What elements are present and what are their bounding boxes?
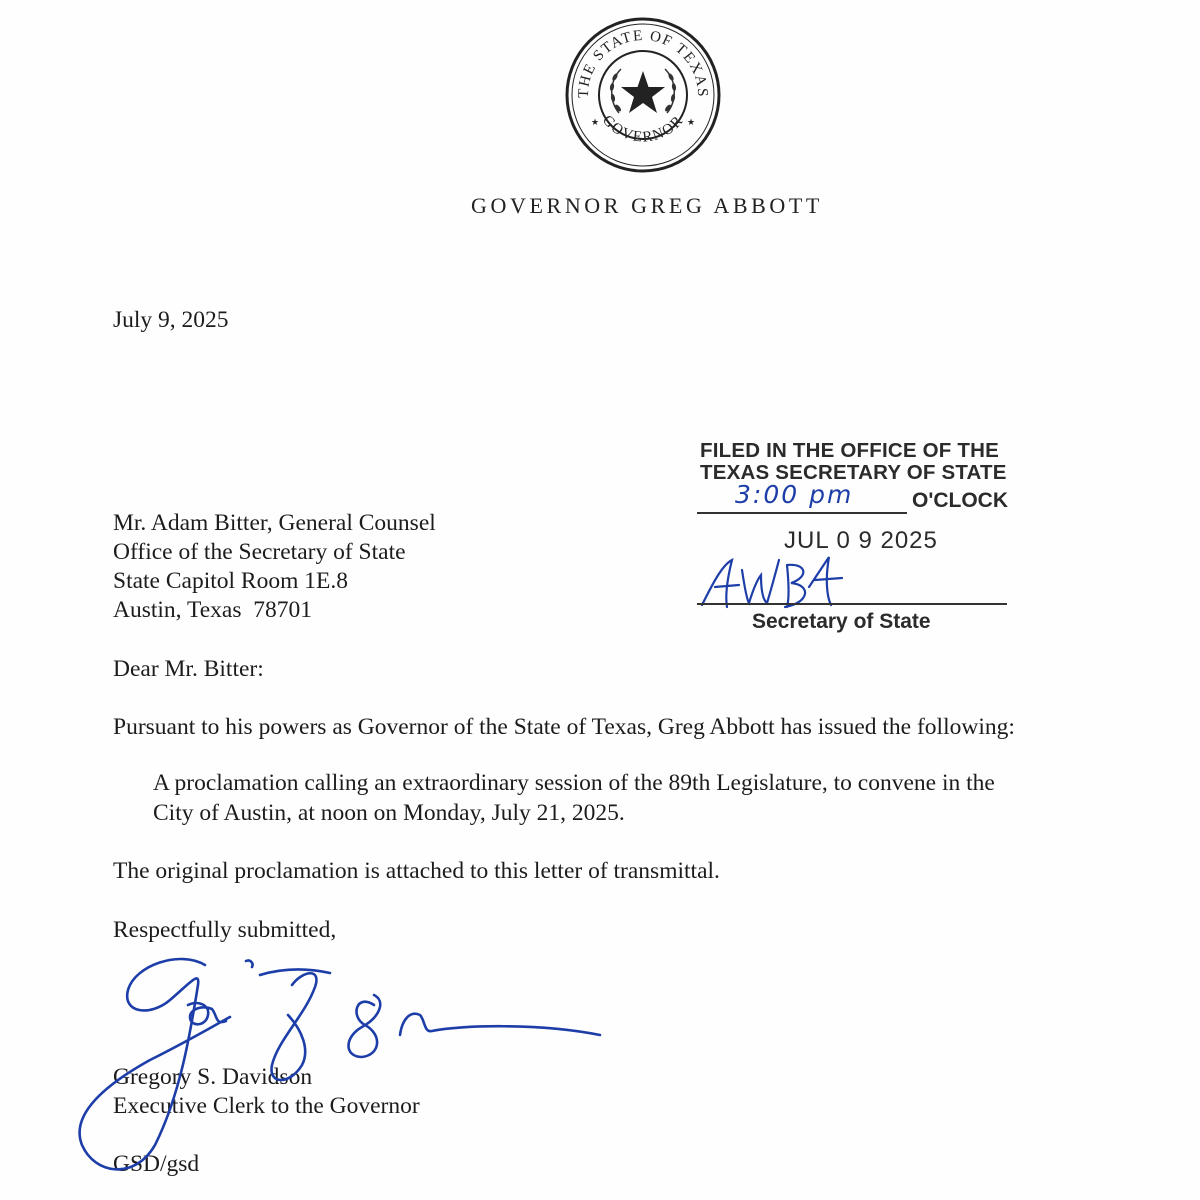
proclamation-item — [153, 769, 995, 829]
svg-text:★: ★ — [591, 117, 600, 127]
handwritten-signature — [40, 945, 620, 1185]
stamp-date: JUL 0 9 2025 — [784, 527, 938, 554]
svg-text:GOVERNOR — [599, 112, 687, 145]
signer-name: Gregory S. Davidson — [113, 1064, 313, 1090]
stamp-role: Secretary of State — [752, 610, 931, 633]
recipient-address — [113, 509, 436, 625]
recipient-line: Office of the Secretary of State — [113, 539, 406, 565]
stamp-oclock: O'CLOCK — [912, 489, 1008, 512]
salutation: Dear Mr. Bitter: — [113, 656, 264, 682]
svg-text:★: ★ — [687, 117, 696, 127]
seal-top-text: THE STATE OF TEXAS — [575, 27, 711, 99]
signer-title: Executive Clerk to the Governor — [113, 1093, 420, 1119]
seal-bottom-text: GOVERNOR — [598, 112, 688, 146]
letter-date: July 9, 2025 — [113, 307, 229, 333]
closing-paragraph: The original proclamation is attached to this letter of transmittal. — [113, 858, 720, 884]
stamp-handwritten-time: 3:00 pm — [735, 480, 854, 509]
stamp-heading-line2: TEXAS SECRETARY OF STATE — [700, 461, 1007, 484]
intro-paragraph: Pursuant to his powers as Governor of the State of Texas, Greg Abbott has issued the following: — [113, 714, 1015, 740]
state-seal-logo — [563, 15, 723, 175]
stamp-signature-rule — [697, 603, 1007, 605]
recipient-line: State Capitol Room 1E.8 — [113, 568, 348, 594]
recipient-line: Mr. Adam Bitter, General Counsel — [113, 510, 436, 536]
stamp-heading-line1: FILED IN THE OFFICE OF THE — [700, 439, 1000, 462]
proclamation-line: A proclamation calling an extraordinary session of the 89th Legislature, to convene in the — [153, 770, 995, 796]
reference-initials: GSD/gsd — [113, 1151, 200, 1177]
recipient-line: Austin, Texas 78701 — [113, 597, 312, 623]
proclamation-line: City of Austin, at noon on Monday, July 21, 2025. — [153, 800, 625, 826]
star-icon — [621, 71, 665, 113]
stamp-time-rule — [697, 512, 907, 514]
letterhead-title: GOVERNOR GREG ABBOTT — [471, 193, 823, 218]
complimentary-close: Respectfully submitted, — [113, 917, 337, 943]
